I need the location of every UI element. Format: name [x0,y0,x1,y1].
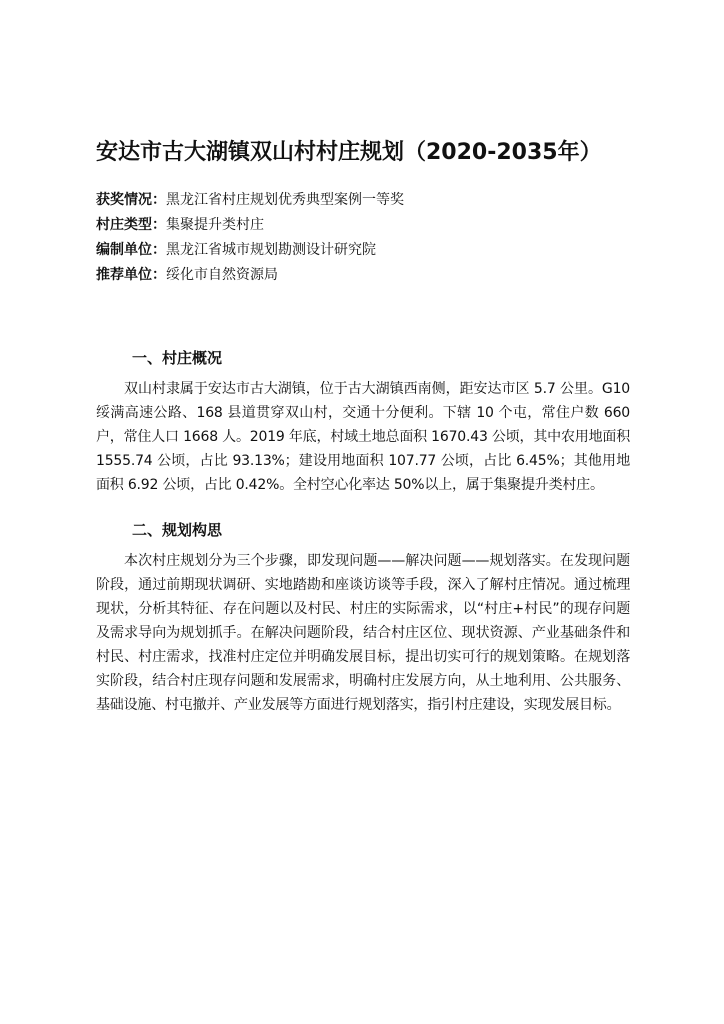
recommender-label: 推荐单位： [96,267,166,283]
recommender-row [96,263,656,288]
project-info [96,188,656,288]
document-title: 安达市古大湖镇双山村村庄规划（2020-2035年） [96,140,602,165]
compiler-label: 编制单位： [96,242,166,258]
award-label: 获奖情况： [96,192,166,208]
village-type-value: 集聚提升类村庄 [166,217,264,233]
compiler-row [96,238,656,263]
award-value: 黑龙江省村庄规划优秀典型案例一等奖 [166,192,404,208]
section-heading: 二、规划构思 [132,521,223,539]
section-paragraph: 本次村庄规划分为三个步骤，即发现问题——解决问题——规划落实。在发现问题阶段，通过前期现状调研、实地踏勘和座谈访谈等手段，深入了解村庄情况。通过梳理现状，分析其特征、存在问题以及村民、村庄的实际需求，以“村庄+村民”的现存问题及需求导向为规划抓手。在解决问题阶段，结合村庄区位、现状资源、产业基础条件和村民、村庄需求，找准村庄定位并明确发展目标，提出切实可行的规划策略。在规划落实阶段，结合村庄现存问题和发展需求，明确村庄发展方向，从土地利用、公共服务、基础设施、村屯撤并、产业发展等方面进行规划落实，指引村庄建设，实现发展目标。 [96,553,630,713]
recommender-value: 绥化市自然资源局 [166,267,278,283]
section-heading: 一、村庄概况 [132,349,223,367]
section-paragraph: 双山村隶属于安达市古大湖镇，位于古大湖镇西南侧，距安达市区 5.7 公里。G10 绥满高速公路、168 县道贯穿双山村，交通十分便利。下辖 10 个屯，常住户数 660 户，常住人口 1668 人。2019 年底，村域土地总面积 1670.43 公顷，其中农用地面积 1555.74 公顷，占比 93.13%；建设用地面积 107.77 公顷，占比 6.45%；其他用地面积 6.92 公顷，占比 0.42%。全村空心化率达 50%以上，属于集聚提升类村庄。 [96,381,630,493]
award-row [96,188,656,213]
section-planning-concept [96,517,630,717]
village-type-row [96,213,656,238]
section-village-overview [96,345,630,497]
compiler-value: 黑龙江省城市规划勘测设计研究院 [166,242,376,258]
village-type-label: 村庄类型： [96,217,166,233]
